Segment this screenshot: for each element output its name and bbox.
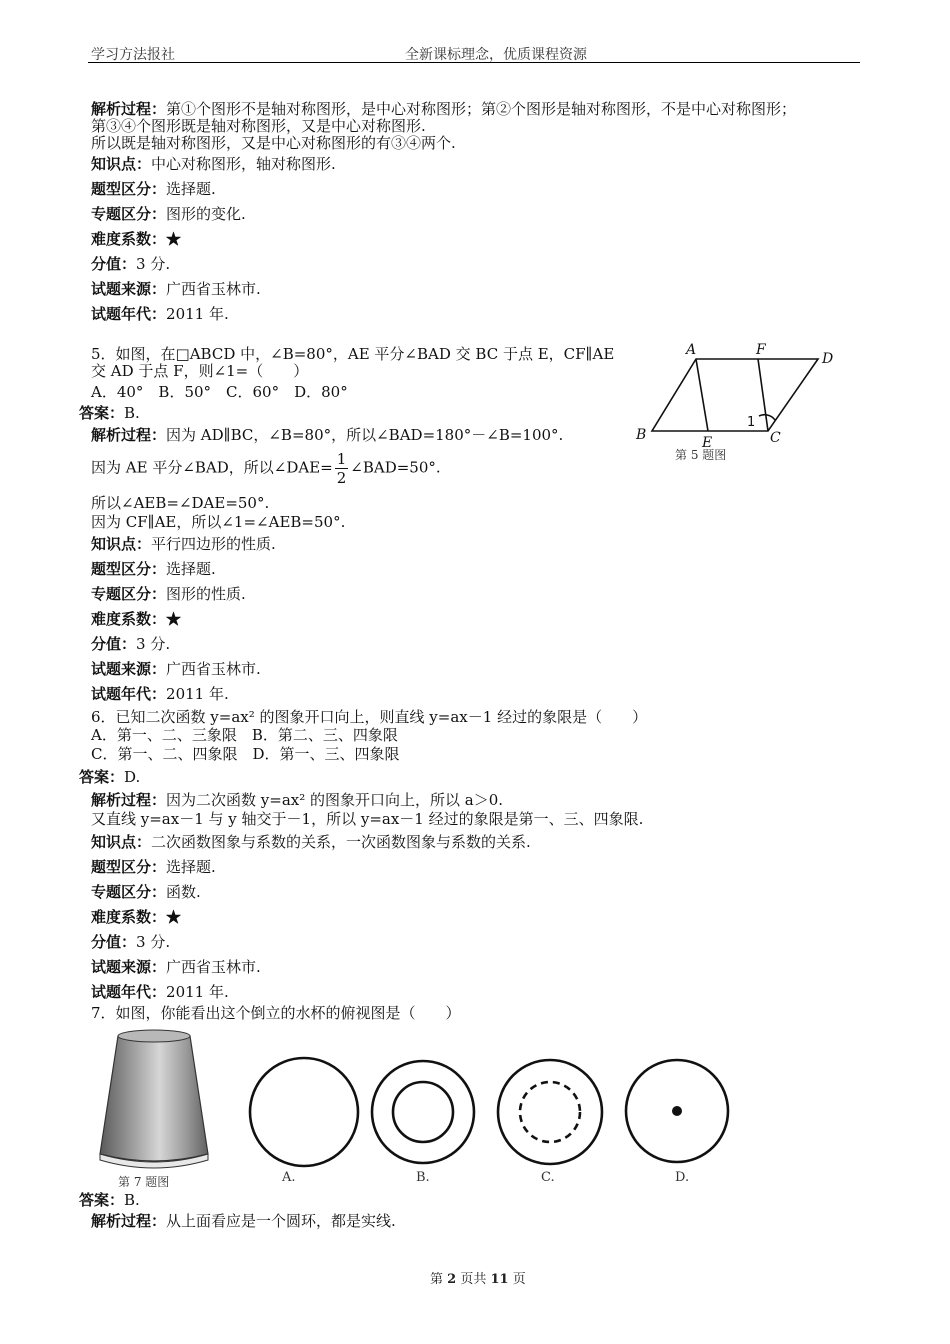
label-c: C [770,430,781,446]
q6-analysis-line-1: 解析过程：因为二次函数 y=ax² 的图象开口向上，所以 a＞0. [91,791,504,809]
option-b-figure [366,1054,482,1170]
q5-difficulty: 难度系数：★ [91,610,182,628]
outer-circle [250,1058,358,1166]
inverted-cup-illustration [92,1026,222,1178]
q5-stem-line-1: 5．如图，在□ABCD 中，∠B=80°，AE 平分∠BAD 交 BC 于点 E，CF∥AE [91,345,615,363]
q5-options: A．40° B．50° C．60° D．80° [91,383,348,401]
q5-knowledge: 知识点：平行四边形的性质. [91,535,276,553]
outer-circle [498,1060,602,1164]
q6-difficulty: 难度系数：★ [91,908,182,926]
option-a-label: A. [282,1170,296,1185]
label-d: D [822,351,834,367]
q6-stem: 6．已知二次函数 y=ax² 的图象开口向上，则直线 y=ax－1 经过的象限是（ ） [91,708,648,726]
q5-source: 试题来源：广西省玉林市. [91,660,261,678]
parallelogram-figure [628,338,848,463]
option-d-figure [620,1054,736,1170]
segment-cf [758,359,768,431]
label-e: E [702,435,713,451]
label-angle-1: 1 [747,415,756,430]
option-c-label: C. [541,1170,555,1185]
q6-topic: 专题区分：函数. [91,883,201,901]
header-slogan: 全新课标理念，优质课程资源 [405,47,587,63]
label-a: A [686,342,697,358]
q4-analysis-line-1: 解析过程：第①个图形不是轴对称图形，是中心对称图形；第②个图形是轴对称图形，不是中心对称图形； [91,100,797,118]
q6-options-line-2: C．第一、二、四象限 D．第一、三、四象限 [91,745,400,763]
option-a-figure [244,1054,366,1170]
q5-type: 题型区分：选择题. [91,560,216,578]
q6-answer: 答案：D. [79,768,141,786]
q7-answer: 答案：B. [79,1191,140,1209]
q6-options-line-1: A．第一、二、三象限 B．第二、三、四象限 [91,726,398,744]
q7-analysis: 解析过程：从上面看应是一个圆环，都是实线. [91,1212,396,1230]
header-publisher: 学习方法报社 [91,47,175,63]
q6-source: 试题来源：广西省玉林市. [91,958,261,976]
label-f: F [756,342,766,358]
q6-score: 分值：3 分. [91,933,171,951]
q5-score: 分值：3 分. [91,635,171,653]
q6-year: 试题年代：2011 年. [91,983,229,1001]
outer-circle [372,1061,474,1163]
parallelogram-abcd [652,359,818,431]
q5-answer: 答案：B. [79,404,140,422]
option-c-figure [494,1054,610,1170]
q5-analysis-line-2: 因为 AE 平分∠BAD，所以∠DAE= $\frac{1}{2}$ ∠BAD=50°. [91,450,441,487]
q4-year: 试题年代：2011 年. [91,305,229,323]
q5-analysis-line-4: 因为 CF∥AE，所以∠1=∠AEB=50°. [91,513,346,531]
label-b: B [636,427,647,443]
figure-5-caption: 第 5 题图 [675,448,727,462]
q4-topic: 专题区分：图形的变化. [91,205,246,223]
option-b-label: B. [416,1170,430,1185]
q5-year: 试题年代：2011 年. [91,685,229,703]
q6-type: 题型区分：选择题. [91,858,216,876]
fraction-one-half: $\frac{1}{2}$ [336,450,347,487]
q4-knowledge: 知识点：中心对称图形，轴对称图形. [91,155,336,173]
q6-analysis-line-2: 又直线 y=ax－1 与 y 轴交于－1，所以 y=ax－1 经过的象限是第一、三、四象限. [91,810,644,828]
center-dot [672,1106,682,1116]
q5-stem-line-2: 交 AD 于点 F，则∠1=（ ） [91,362,309,380]
q7-stem: 7．如图，你能看出这个倒立的水杯的俯视图是（ ） [91,1004,461,1022]
cup-body [100,1032,208,1161]
q4-type: 题型区分：选择题. [91,180,216,198]
segment-ae [696,359,708,431]
q5-analysis-line-1: 解析过程：因为 AD∥BC，∠B=80°，所以∠BAD=180°－∠B=100°. [91,426,564,444]
q6-knowledge: 知识点：二次函数图象与系数的关系，一次函数图象与系数的关系. [91,833,531,851]
inner-dashed-circle [520,1082,580,1142]
q4-source: 试题来源：广西省玉林市. [91,280,261,298]
cup-bottom [118,1030,190,1042]
q5-analysis-line-3: 所以∠AEB=∠DAE=50°. [91,494,270,512]
q4-analysis-line-2: 第③④个图形既是轴对称图形，又是中心对称图形. [91,117,426,135]
q5-topic: 专题区分：图形的性质. [91,585,246,603]
q4-score: 分值：3 分. [91,255,171,273]
option-d-label: D. [675,1170,690,1185]
figure-7-caption: 第 7 题图 [118,1175,170,1189]
q4-difficulty: 难度系数：★ [91,230,182,248]
header-divider [88,62,860,63]
inner-circle [393,1082,453,1142]
page-footer: 第 2 页共 11 页 [430,1272,526,1287]
q4-analysis-line-3: 所以既是轴对称图形，又是中心对称图形的有③④两个. [91,134,456,152]
